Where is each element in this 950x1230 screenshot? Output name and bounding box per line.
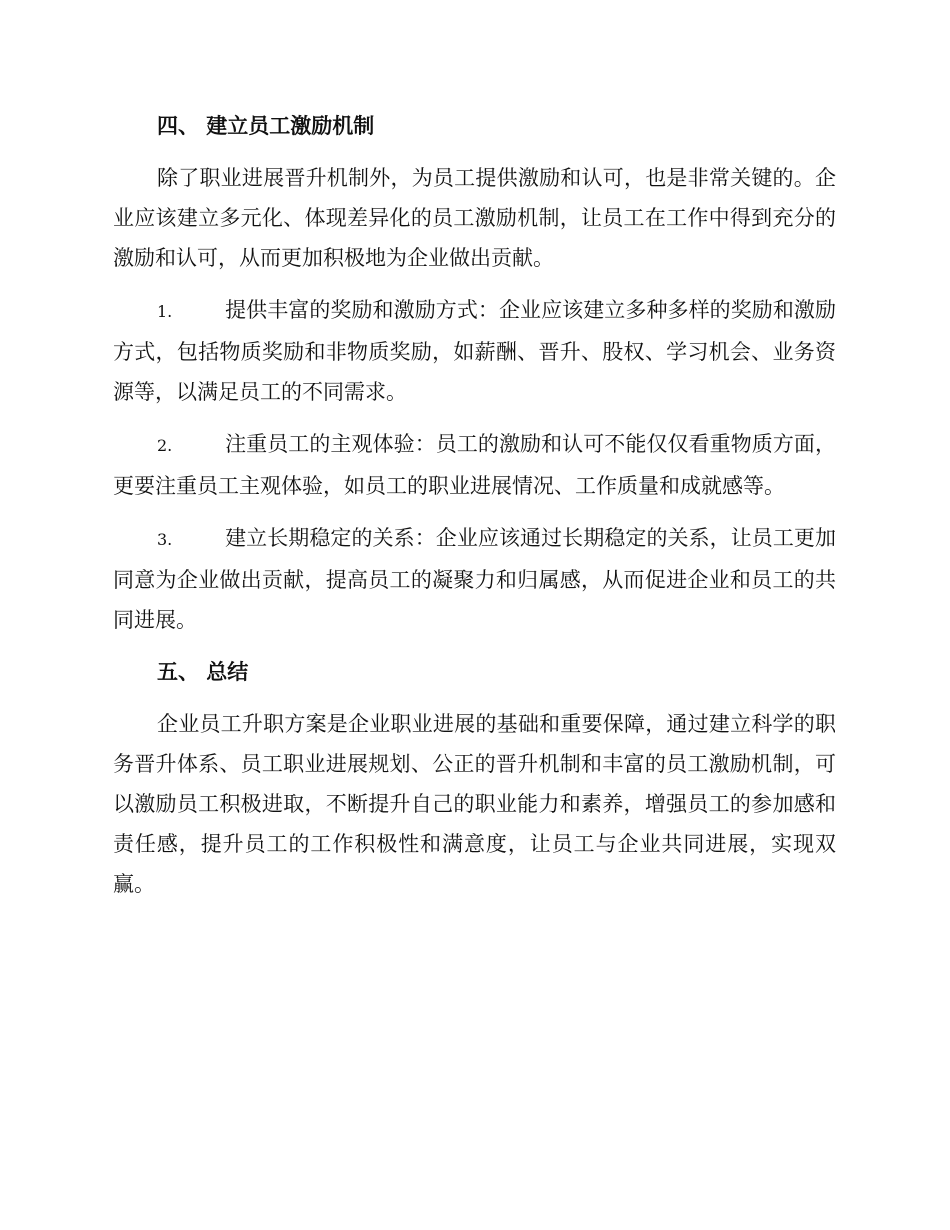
list-item-3-text: 建立长期稳定的关系：企业应该通过长期稳定的关系，让员工更加同意为企业做出贡献，提高员工的凝聚力和归属感，从而促进企业和员工的共同进展。 xyxy=(113,526,836,632)
list-item-1-text: 提供丰富的奖励和激励方式：企业应该建立多种多样的奖励和激励方式，包括物质奖励和非物质奖励，如薪酬、晋升、股权、学习机会、业务资源等，以满足员工的不同需求。 xyxy=(113,298,836,404)
list-item-3 xyxy=(113,518,836,640)
list-item-1 xyxy=(113,290,836,412)
list-item-2-text: 注重员工的主观体验：员工的激励和认可不能仅仅看重物质方面，更要注重员工主观体验，如员工的职业进展情况、工作质量和成就感等。 xyxy=(113,432,836,498)
list-item-1-number: 1. xyxy=(157,302,173,321)
list-item-2 xyxy=(113,424,836,506)
section-5-body: 企业员工升职方案是企业职业进展的基础和重要保障，通过建立科学的职务晋升体系、员工职业进展规划、公正的晋升机制和丰富的员工激励机制，可以激励员工积极进取，不断提升自己的职业能力和素养，增强员工的参加感和责任感，提升员工的工作积极性和满意度，让员工与企业共同进展，实现双赢。 xyxy=(113,712,836,896)
section-4-intro: 除了职业进展晋升机制外，为员工提供激励和认可，也是非常关键的。企业应该建立多元化、体现差异化的员工激励机制，让员工在工作中得到充分的激励和认可，从而更加积极地为企业做出贡献。 xyxy=(113,166,836,270)
document-content xyxy=(113,106,836,916)
list-item-2-number: 2. xyxy=(157,436,173,455)
section-5-heading: 五、 总结 xyxy=(157,660,249,684)
list-item-3-number: 3. xyxy=(157,530,173,549)
section-4-heading: 四、 建立员工激励机制 xyxy=(157,114,375,138)
